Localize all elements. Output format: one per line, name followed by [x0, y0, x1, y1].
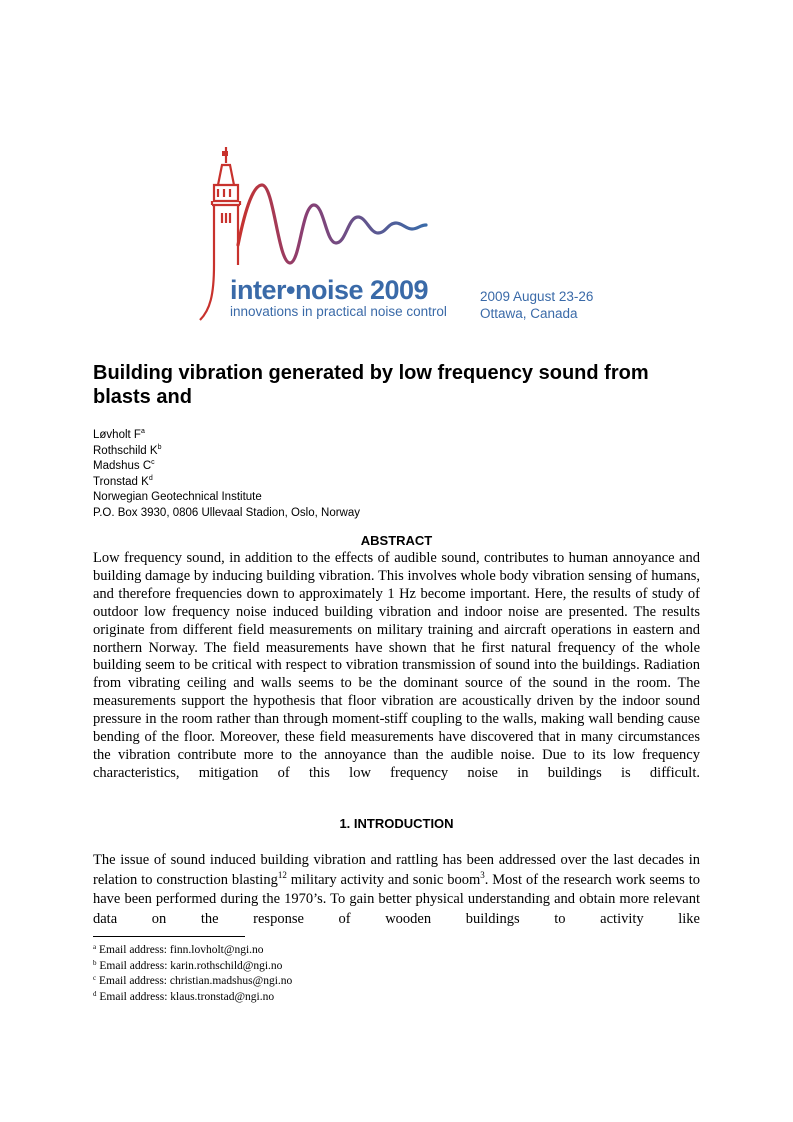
footnotes [93, 943, 292, 1005]
abstract-heading: ABSTRACT [360, 533, 433, 548]
citation-ref: 3 [480, 869, 485, 880]
author-name: Rothschild $K^b$ [93, 443, 162, 457]
author-name: Løvholt $F^a$ [93, 428, 145, 441]
footnote: $^b$ Email address: karin.rothschild@ngi.no [93, 958, 283, 972]
footnote: $^d$ Email address: klaus.tronstad@ngi.no [93, 989, 275, 1003]
conference-dates [480, 288, 593, 322]
introduction-text: The issue of sound induced building vibration and rattling has been addressed over the last decades in relation to construction blasting$^{12}$ military activity and sonic boom$^3$. Most of the research work seems to have been performed during the 1970’s. To gain better physical understanding and obtain more relevant data on the response of wooden buildings to activity like [93, 852, 700, 927]
paper-title: Building vibration generated by low frequency sound from blasts and [93, 362, 649, 408]
introduction-heading: 1. INTRODUCTION [339, 816, 454, 831]
author-block [93, 428, 360, 521]
abstract-text: Low frequency sound, in addition to the effects of audible sound, contributes to human annoyance and building damage by inducing building vibration. This involves whole body vibration sensing of humans, and therefore frequencies down to approximately 1 Hz become important. Here, the results of study of outdoor low frequency noise induced building vibration and indoor noise are presented. The results originate from different field measurements on military training and aircraft operations in eastern and northern Norway. The field measurements have shown that he first natural frequency of the whole building seem to be critical with respect to vibration transmission of sound into the buildings. Radiation from vibrating ceiling and walls seems to be the dominant source of the sound in the room. The measurements support the hypothesis that floor vibration are acoustically driven by the indoor sound pressure in the room rather than through moment-stiff coupling to the walls, making wall bending cause bending of the floor. Moreover, these field measurements have discovered that in many circumstances the vibration contribute more to the annoyance than the audible noise. Due to its low frequency characteristics, mitigation of this low frequency noise in buildings is difficult. [93, 550, 700, 781]
citation-ref: 12 [277, 869, 287, 880]
conference-date: 2009 August 23-26 [480, 289, 594, 304]
logo-tagline: innovations in practical noise control [230, 304, 447, 319]
affiliation: Norwegian Geotechnical Institute [93, 491, 262, 503]
conference-logo [196, 145, 616, 325]
footnote: $^a$ Email address: finn.lovholt@ngi.no [93, 943, 264, 956]
logo-wordmark: inter•noise 2009 [230, 275, 429, 305]
author-name: Madshus $C^c$ [93, 459, 155, 472]
footnote: $^c$ Email address: christian.madshus@ngi.no [93, 974, 293, 987]
footnote-divider [93, 936, 245, 937]
address: P.O. Box 3930, 0806 Ullevaal Stadion, Oslo, Norway [93, 506, 360, 519]
author-name: Tronstad $K^d$ [93, 474, 153, 488]
conference-location: Ottawa, Canada [480, 306, 578, 321]
